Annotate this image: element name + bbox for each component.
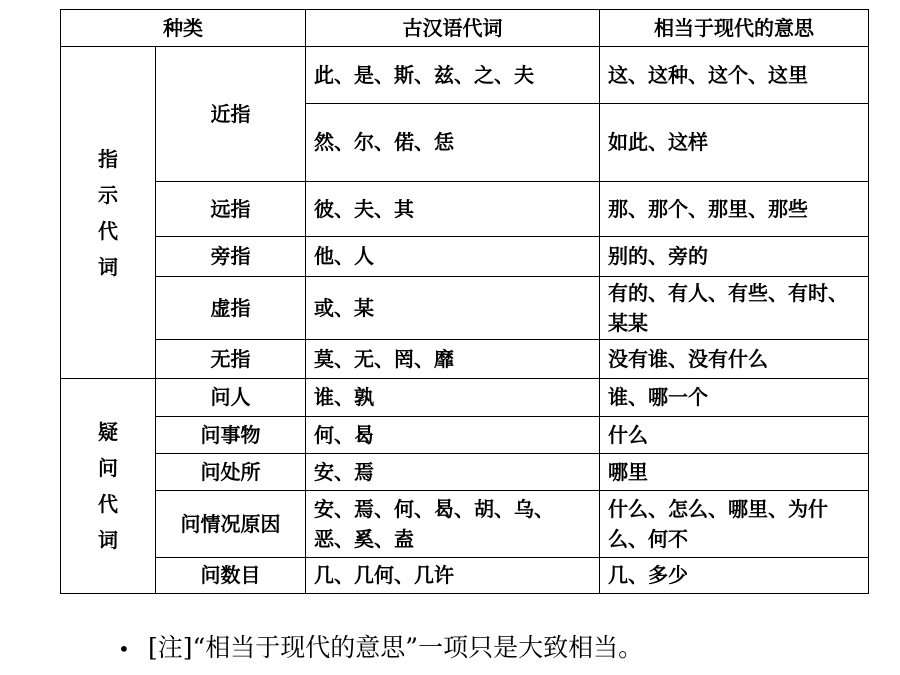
table-row — [61, 417, 869, 454]
subtype-place: 问处所 — [156, 454, 306, 491]
ancient-cell: 他、人 — [306, 237, 600, 277]
ancient-cell: 彼、夫、其 — [306, 182, 600, 237]
ancient-cell: 然、尔、偌、恁 — [306, 104, 600, 182]
table-row — [61, 182, 869, 237]
modern-cell: 那、那个、那里、那些 — [600, 182, 869, 237]
table-row — [61, 558, 869, 594]
table-row — [61, 379, 869, 417]
subtype-far: 远指 — [156, 182, 306, 237]
subtype-none: 无指 — [156, 340, 306, 379]
ancient-cell: 莫、无、罔、靡 — [306, 340, 600, 379]
table-row — [61, 237, 869, 277]
header-modern: 相当于现代的意思 — [600, 10, 869, 47]
subtype-indefinite: 虚指 — [156, 277, 306, 340]
header-ancient: 古汉语代词 — [306, 10, 600, 47]
category-interrogative: 疑问代词 — [61, 379, 156, 594]
modern-cell: 如此、这样 — [600, 104, 869, 182]
modern-cell: 几、多少 — [600, 558, 869, 594]
table-row — [61, 47, 869, 104]
table-row — [61, 277, 869, 340]
subtype-other: 旁指 — [156, 237, 306, 277]
table-row — [61, 491, 869, 558]
table-header-row — [61, 10, 869, 47]
subtype-number: 问数目 — [156, 558, 306, 594]
footnote-text: [注]“相当于现代的意思”一项只是大致相当。 — [148, 633, 644, 662]
ancient-cell: 或、某 — [306, 277, 600, 340]
ancient-cell: 安、焉、何、曷、胡、乌、恶、奚、盍 — [306, 491, 600, 558]
ancient-cell: 此、是、斯、兹、之、夫 — [306, 47, 600, 104]
subtype-thing: 问事物 — [156, 417, 306, 454]
table-row — [61, 454, 869, 491]
footnote — [118, 628, 643, 664]
subtype-person: 问人 — [156, 379, 306, 417]
modern-cell: 这、这种、这个、这里 — [600, 47, 869, 104]
modern-cell: 谁、哪一个 — [600, 379, 869, 417]
header-type: 种类 — [61, 10, 306, 47]
table-row — [61, 340, 869, 379]
modern-cell: 没有谁、没有什么 — [600, 340, 869, 379]
ancient-cell: 何、曷 — [306, 417, 600, 454]
modern-cell: 什么 — [600, 417, 869, 454]
ancient-cell: 谁、孰 — [306, 379, 600, 417]
ancient-cell: 安、焉 — [306, 454, 600, 491]
bullet-icon: • — [118, 637, 130, 661]
modern-cell: 别的、旁的 — [600, 237, 869, 277]
subtype-reason: 问情况原因 — [156, 491, 306, 558]
modern-cell: 有的、有人、有些、有时、某某 — [600, 277, 869, 340]
modern-cell: 哪里 — [600, 454, 869, 491]
category-demonstrative: 指示代词 — [61, 47, 156, 379]
subtype-near: 近指 — [156, 47, 306, 182]
modern-cell: 什么、怎么、哪里、为什么、何不 — [600, 491, 869, 558]
ancient-cell: 几、几何、几许 — [306, 558, 600, 594]
pronoun-table — [60, 9, 869, 594]
